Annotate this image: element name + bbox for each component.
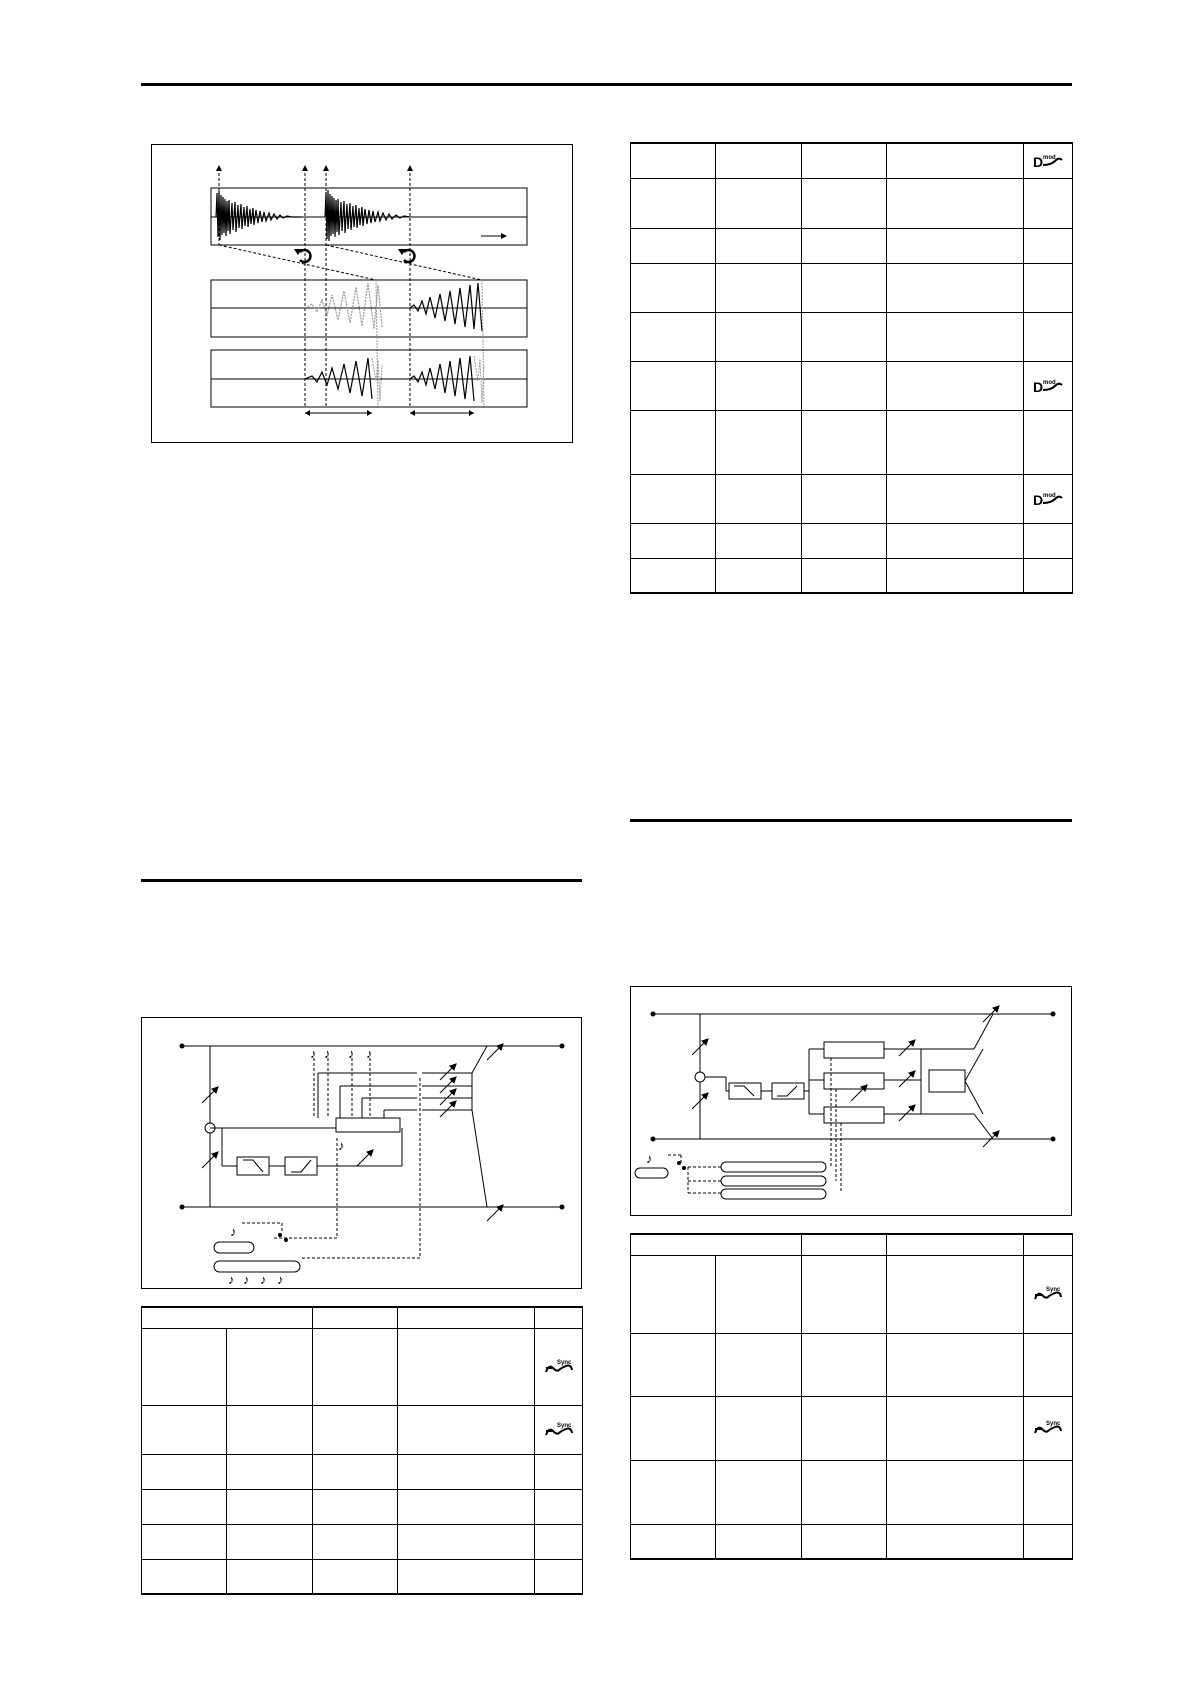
waveform-figure [151,144,573,443]
svg-text:♪: ♪ [646,1151,653,1166]
svg-text:♪: ♪ [348,1046,355,1061]
table-row [142,1489,583,1524]
block-diagram-left [141,1017,582,1289]
table-row [631,1234,1073,1255]
table-row [631,178,1073,228]
table-row [631,1524,1073,1559]
table-row [631,523,1073,558]
bpm-sync-icon [544,1421,574,1439]
svg-text:♪: ♪ [228,1272,235,1287]
music-note-icon [646,1151,653,1166]
table-row [631,1396,1073,1460]
bpm-sync-icon [544,1358,574,1376]
table-row [631,1460,1073,1524]
table-row [631,410,1073,474]
table-row [142,1328,583,1405]
param-table-bottom-right [630,1233,1073,1560]
table-row [631,143,1073,178]
signal-flow-diagram-right [631,987,1071,1215]
param-table-top-right [630,142,1073,594]
d-mod-icon [1033,377,1063,395]
svg-text:♪: ♪ [324,1046,331,1061]
table-row [631,228,1073,263]
table-row [142,1405,583,1454]
table-row [631,474,1073,523]
loop-arrow-icon [398,249,414,262]
svg-text:♪: ♪ [230,1224,237,1239]
table-row [631,263,1073,312]
table-row [631,312,1073,361]
svg-text:♪: ♪ [366,1046,373,1061]
table-row [142,1454,583,1489]
svg-text:Sync: Sync [1046,1421,1061,1427]
svg-text:Sync: Sync [556,1359,571,1366]
loop-arrow-icon [294,249,310,262]
d-mod-icon [1033,490,1063,508]
svg-text:D: D [1033,153,1044,170]
table-row [142,1307,583,1328]
table-row [142,1524,583,1559]
svg-text:D: D [1033,491,1044,508]
svg-text:Sync: Sync [556,1422,571,1429]
svg-text:♪: ♪ [310,1046,317,1061]
svg-text:♪: ♪ [243,1272,250,1287]
bpm-sync-icon [1033,1285,1063,1303]
table-row [631,1255,1073,1333]
svg-text:mod: mod [1043,154,1056,161]
header-rule [141,83,1072,86]
svg-text:D: D [1033,378,1044,395]
table-row [631,558,1073,593]
waveform-diagram [152,145,572,442]
svg-text:mod: mod [1043,379,1056,386]
section-rule-right [630,819,1072,822]
block-diagram-right [630,986,1072,1216]
svg-text:Sync: Sync [1046,1287,1061,1293]
bpm-sync-icon [1033,1419,1063,1437]
signal-flow-diagram-left [142,1018,581,1288]
svg-text:mod: mod [1043,492,1056,499]
table-row [142,1559,583,1594]
table-row [631,1333,1073,1396]
param-table-bottom-left [141,1306,583,1595]
section-rule-left [141,879,582,882]
svg-text:♪: ♪ [277,1272,284,1287]
table-row [631,361,1073,410]
svg-text:♪: ♪ [260,1272,267,1287]
svg-text:♪: ♪ [338,1138,345,1153]
d-mod-icon [1033,152,1063,170]
